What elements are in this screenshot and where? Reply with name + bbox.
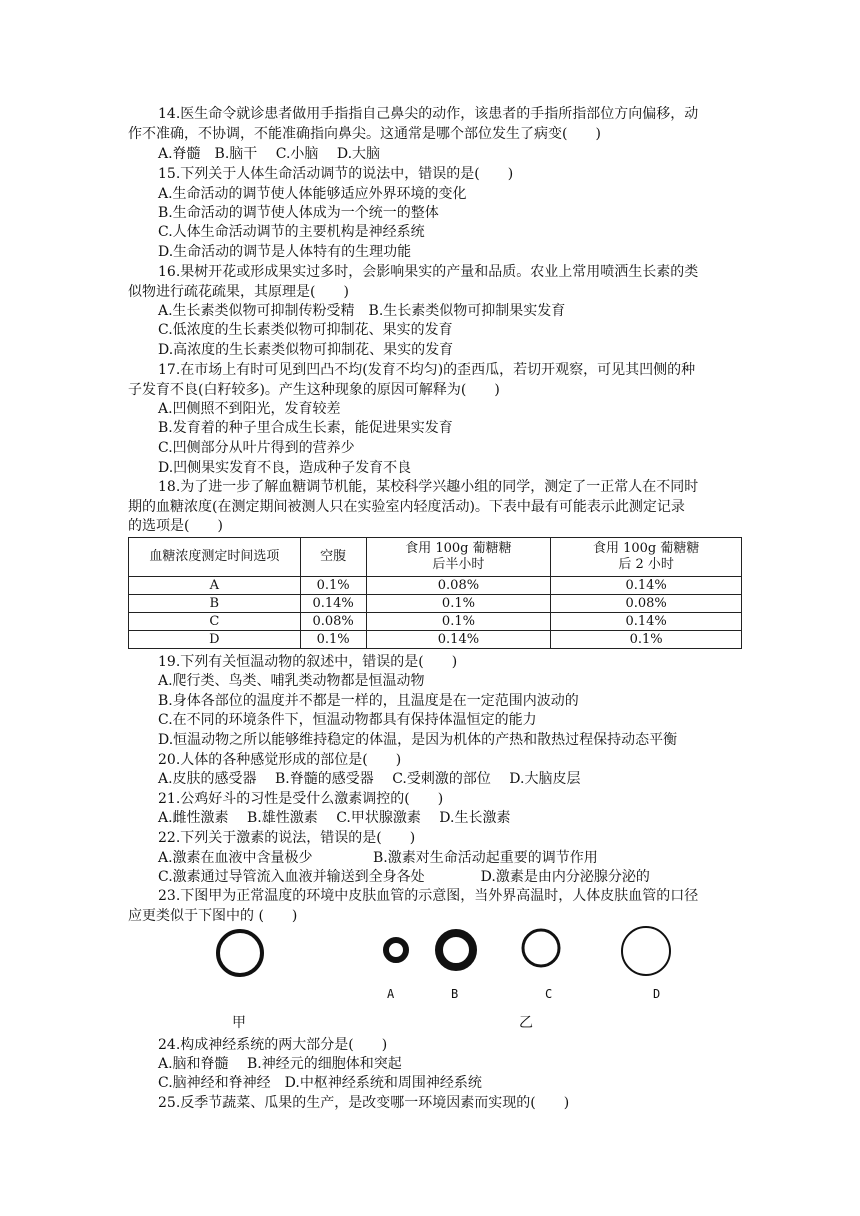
q18-line1: 18.为了进一步了解血糖调节机能，某校科学兴趣小组的同学，测定了一正常人在不同时 bbox=[158, 479, 699, 495]
q22-options-ab: A.激素在血液中含量极少 B.激素对生命活动起重要的调节作用 bbox=[158, 850, 598, 866]
q20-options: A.皮肤的感受器 B.脊髓的感受器 C.受刺激的部位 D.大脑皮层 bbox=[158, 771, 581, 787]
vessel-c-ring bbox=[523, 930, 559, 966]
q24-options-ab: A.脑和脊髓 B.神经元的细胞体和突起 bbox=[158, 1056, 402, 1072]
table-cell: 0.1% bbox=[551, 631, 742, 649]
table-header-row bbox=[129, 538, 742, 577]
q24-options-cd: C.脑神经和脊神经 D.中枢神经系统和周围神经系统 bbox=[158, 1075, 482, 1091]
q18-line2: 期的血糖浓度(在测定期间被测人只在实验室内轻度活动)。下表中最有可能表示此测定记录 bbox=[128, 499, 685, 515]
q19-option-c: C.在不同的环境条件下，恒温动物都具有保持体温恒定的能力 bbox=[158, 712, 537, 728]
q15-stem: 15.下列关于人体生命活动调节的说法中，错误的是( ) bbox=[158, 166, 514, 182]
q17-option-a: A.凹侧照不到阳光，发育较差 bbox=[158, 401, 341, 417]
q15-option-d: D.生命活动的调节是人体特有的生理功能 bbox=[158, 244, 412, 260]
figure-label-b: B bbox=[451, 987, 459, 1001]
table-header-cell: 血糖浓度测定时间选项 bbox=[129, 538, 301, 577]
q15-option-a: A.生命活动的调节使人体能够适应外界环境的变化 bbox=[158, 186, 467, 202]
q21-options: A.雌性激素 B.雄性激素 C.甲状腺激素 D.生长激素 bbox=[158, 810, 511, 826]
q19-stem: 19.下列有关恒温动物的叙述中，错误的是( ) bbox=[158, 654, 458, 670]
q22-options-cd: C.激素通过导管流入血液并输送到全身各处 D.激素是由内分泌腺分泌的 bbox=[158, 869, 650, 885]
q23-line2: 应更类似于下图中的 ( ) bbox=[128, 908, 298, 924]
q22-stem: 22.下列关于激素的说法，错误的是( ) bbox=[158, 830, 416, 846]
vessel-figure bbox=[200, 920, 700, 990]
q17-line2: 子发育不良(白籽较多)。产生这种现象的原因可解释为( ) bbox=[128, 382, 500, 398]
table-header-cell: 空腹 bbox=[300, 538, 366, 577]
table-cell: 0.14% bbox=[300, 595, 366, 613]
figure-label-c: C bbox=[545, 987, 553, 1001]
figure-caption-jia: 甲 bbox=[232, 1015, 246, 1031]
figure-caption-yi: 乙 bbox=[519, 1015, 533, 1031]
vessel-b-ring bbox=[439, 933, 473, 967]
table-row bbox=[129, 595, 742, 613]
table-cell: 0.08% bbox=[300, 613, 366, 631]
q14-line1: 14.医生命令就诊患者做用手指指自己鼻尖的动作，该患者的手指所指部位方向偏移，动 bbox=[158, 106, 699, 122]
table-cell: 0.1% bbox=[300, 577, 366, 595]
table-cell: C bbox=[129, 613, 301, 631]
vessel-d-ring bbox=[622, 927, 670, 975]
q20-stem: 20.人体的各种感觉形成的部位是( ) bbox=[158, 752, 402, 768]
q21-stem: 21.公鸡好斗的习性是受什么激素调控的( ) bbox=[158, 791, 444, 807]
table-cell: 0.1% bbox=[300, 631, 366, 649]
q16-option-c: C.低浓度的生长素类似物可抑制花、果实的发育 bbox=[158, 322, 453, 338]
table-cell: A bbox=[129, 577, 301, 595]
q14-line2: 作不准确，不协调，不能准确指向鼻尖。这通常是哪个部位发生了病变( ) bbox=[128, 126, 601, 142]
table-header-cell: 食用 100g 葡糖糖 后 2 小时 bbox=[551, 538, 742, 577]
table-header-cell: 食用 100g 葡糖糖 后半小时 bbox=[366, 538, 551, 577]
q15-option-c: C.人体生命活动调节的主要机构是神经系统 bbox=[158, 224, 425, 240]
vessel-jia-ring bbox=[218, 931, 262, 975]
blood-sugar-table bbox=[128, 537, 742, 649]
table-row bbox=[129, 577, 742, 595]
table-row bbox=[129, 613, 742, 631]
table-cell: D bbox=[129, 631, 301, 649]
q16-line2: 似物进行疏花疏果，其原理是( ) bbox=[128, 284, 349, 300]
q16-option-d: D.高浓度的生长素类似物可抑制花、果实的发育 bbox=[158, 342, 454, 358]
table-cell: 0.1% bbox=[366, 595, 551, 613]
table-cell: 0.08% bbox=[551, 595, 742, 613]
vessel-a-ring bbox=[386, 940, 406, 960]
q16-line1: 16.果树开花或形成果实过多时，会影响果实的产量和品质。农业上常用喷洒生长素的类 bbox=[158, 264, 699, 280]
figure-label-a: A bbox=[387, 987, 395, 1001]
q18-line3: 的选项是( ) bbox=[128, 518, 223, 534]
q17-option-d: D.凹侧果实发育不良，造成种子发育不良 bbox=[158, 460, 412, 476]
q15-option-b: B.生命活动的调节使人体成为一个统一的整体 bbox=[158, 205, 439, 221]
q23-line1: 23.下图甲为正常温度的环境中皮肤血管的示意图，当外界高温时，人体皮肤血管的口径 bbox=[158, 888, 699, 904]
q19-option-b: B.身体各部位的温度并不都是一样的，且温度是在一定范围内波动的 bbox=[158, 693, 579, 709]
table-cell: 0.08% bbox=[366, 577, 551, 595]
q17-option-b: B.发育着的种子里合成生长素，能促进果实发育 bbox=[158, 420, 453, 436]
table-row bbox=[129, 631, 742, 649]
table-cell: 0.1% bbox=[366, 613, 551, 631]
q24-stem: 24.构成神经系统的两大部分是( ) bbox=[158, 1037, 388, 1053]
q17-option-c: C.凹侧部分从叶片得到的营养少 bbox=[158, 440, 355, 456]
figure-label-d: D bbox=[653, 987, 661, 1001]
table-cell: 0.14% bbox=[366, 631, 551, 649]
table-cell: 0.14% bbox=[551, 577, 742, 595]
q19-option-a: A.爬行类、鸟类、哺乳类动物都是恒温动物 bbox=[158, 673, 425, 689]
table-cell: 0.14% bbox=[551, 613, 742, 631]
q14-options: A.脊髓 B.脑干 C.小脑 D.大脑 bbox=[158, 146, 381, 162]
q19-option-d: D.恒温动物之所以能够维持稳定的体温，是因为机体的产热和散热过程保持动态平衡 bbox=[158, 732, 678, 748]
q25-stem: 25.反季节蔬菜、瓜果的生产，是改变哪一环境因素而实现的( ) bbox=[158, 1095, 570, 1111]
table-cell: B bbox=[129, 595, 301, 613]
q17-line1: 17.在市场上有时可见到凹凸不均(发育不均匀)的歪西瓜，若切开观察，可见其凹侧的种 bbox=[158, 362, 696, 378]
q16-option-ab: A.生长素类似物可抑制传粉受精 B.生长素类似物可抑制果实发育 bbox=[158, 303, 566, 319]
